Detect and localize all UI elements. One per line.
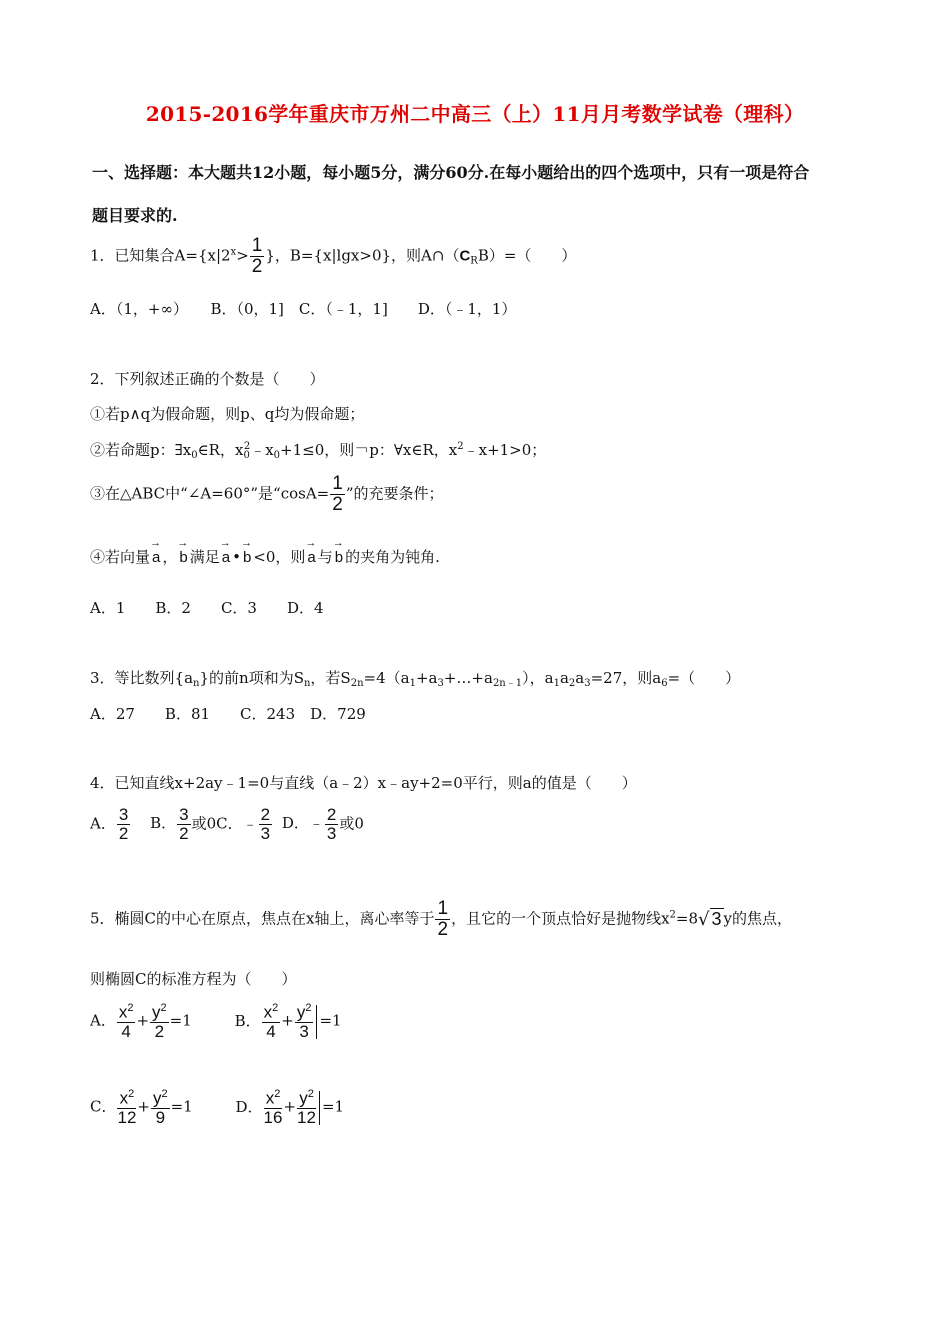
sqrt-radicand: 3	[711, 908, 722, 929]
q2s3-den: 2	[332, 493, 343, 515]
vector-a-letter: a	[221, 549, 231, 566]
question-4-options	[90, 806, 364, 843]
question-1-options: A．（1，+∞） B．（0，1] C．（﹣1，1] D．（﹣1，1）	[90, 300, 517, 318]
q4-frac-a-num: 3	[118, 805, 129, 824]
q5-d-frac2	[297, 1089, 316, 1126]
divider	[316, 1005, 317, 1039]
q1-complement-sub: R	[470, 255, 478, 267]
q4-frac-c-num: 2	[260, 805, 271, 824]
q3-h: a	[559, 669, 569, 687]
q4-frac-b-den: 2	[179, 823, 189, 843]
q3-sub-n: n	[193, 678, 200, 689]
q5-plus: +	[137, 1097, 150, 1116]
q5-d: y的焦点，	[723, 909, 793, 928]
q2s4-f: 与	[317, 548, 333, 566]
q2s2-a: ②若命题p：∃x	[90, 441, 192, 459]
q5-d-frac1-num	[264, 1089, 283, 1109]
q5-b: ，且它的一个顶点恰好是抛物线x	[451, 909, 670, 928]
q5-a-frac2	[150, 1003, 169, 1040]
q5-a-frac1	[117, 1003, 136, 1040]
sqrt-symbol: √ 3	[698, 908, 722, 930]
q5-e-num: 1	[437, 898, 449, 919]
q4-frac-d	[325, 806, 338, 843]
q2s2-sub1: 0	[191, 450, 198, 461]
q4-frac-b	[177, 806, 190, 843]
q3-a: 3．等比数列{a	[90, 669, 194, 687]
question-2-statement-2	[90, 439, 546, 461]
q5-d-den2: 12	[297, 1107, 316, 1127]
q5-eq: =1	[169, 1011, 192, 1030]
q2s2-b: ∈R，x	[197, 441, 244, 459]
q5-pow: 2	[127, 1002, 134, 1014]
q3-j: =27，则a	[590, 669, 662, 687]
q5-pow: 2	[307, 1088, 314, 1100]
q2s2-sub3: 0	[273, 450, 281, 461]
q5-e-den: 2	[437, 918, 449, 940]
q5-pow: 2	[161, 1088, 168, 1100]
q3-sub-2n: 2n	[350, 678, 364, 689]
q5-b-den2: 3	[299, 1021, 309, 1041]
q5-pow: 2	[305, 1002, 312, 1014]
vector-a: → a	[219, 537, 231, 566]
question-5-options-ab	[90, 1003, 342, 1040]
q4-frac-a	[117, 806, 130, 843]
q5-opt-b-label: B．	[234, 1011, 261, 1030]
q5-sup: 2	[669, 909, 676, 921]
vector-b-letter: b	[242, 549, 252, 566]
q5-eccentricity-fraction	[435, 899, 450, 940]
q5-opt-d-label: D．	[235, 1097, 263, 1116]
q2s3-b: ”的充要条件；	[345, 484, 444, 503]
q2s3-num: 1	[332, 473, 343, 494]
vector-b: → b	[332, 537, 344, 566]
q2s2-sub2: 0	[243, 450, 250, 461]
q2s4-dot: •	[232, 548, 241, 566]
q4-frac-d-den: 3	[326, 823, 337, 843]
q5-b-frac1-num	[262, 1003, 281, 1023]
q5-pow: 2	[272, 1002, 279, 1014]
question-2-statement-1: ①若p∧q为假命题，则p、q均为假命题；	[90, 405, 365, 423]
q1-complement-symbol: C	[459, 247, 471, 265]
q5-c-den2: 9	[155, 1107, 166, 1127]
q5-d-frac1	[264, 1089, 283, 1126]
question-5-line2: 则椭圆C的标准方程为（ ）	[90, 970, 297, 988]
page-title: 2015-2016学年重庆市万州二中高三（上）11月月考数学试卷（理科）	[145, 102, 805, 126]
q3-sub-3: 3	[437, 678, 444, 689]
section-heading-line2: 题目要求的.	[92, 206, 178, 225]
q5-a-frac2-num	[150, 1003, 169, 1023]
vector-b: → b	[177, 537, 189, 566]
q5-eq: =1	[321, 1097, 345, 1116]
q3-f: +…+a	[443, 669, 493, 687]
vector-b-letter: b	[179, 549, 188, 566]
q3-c: ，若S	[310, 669, 351, 687]
q5-x: x	[265, 1088, 275, 1108]
q3-sub-1: 1	[409, 678, 416, 689]
question-3-options: A．27 B．81 C．243 D．729	[90, 705, 366, 723]
q5-pow: 2	[274, 1088, 281, 1100]
vector-a-letter: a	[307, 549, 316, 566]
q1-text-d: B）=（ ）	[477, 246, 577, 265]
q3-k: =（ ）	[667, 669, 741, 687]
q2s4-b: ，	[162, 548, 178, 566]
q2s2-sup2: 2	[243, 441, 251, 452]
q4-opt-d-end: 或0	[339, 814, 364, 833]
question-2-statement-4	[90, 537, 440, 567]
q2s4-a: ④若向量	[90, 548, 151, 566]
q5-a: 5．椭圆C的中心在原点，焦点在x轴上，离心率等于	[90, 909, 435, 928]
q1-text-c: }，B={x|lgx>0}，则A∩（	[265, 246, 460, 265]
q5-plus: +	[283, 1097, 297, 1116]
q2s4-e: <0，则	[253, 548, 306, 566]
vector-a: → a	[150, 537, 162, 566]
q1-fraction	[250, 236, 265, 277]
q5-a-den1: 4	[121, 1021, 131, 1041]
q1-frac-den: 2	[251, 255, 263, 277]
q5-b-frac1	[262, 1003, 281, 1040]
q4-opt-b-label: B．	[150, 814, 177, 833]
q5-b-den1: 4	[266, 1021, 276, 1041]
q2s2-e: ﹣x+1>0；	[463, 441, 547, 459]
q2s2-sup3: 2	[457, 441, 464, 452]
q2s3-a: ③在△ABC中“∠A=60°”是“cosA=	[90, 484, 330, 503]
q2s3-fraction	[330, 474, 345, 515]
q5-b-frac2-num	[295, 1003, 314, 1023]
q3-e: +a	[415, 669, 438, 687]
q4-opt-c-label: 或0C．﹣	[191, 814, 258, 833]
q3-d: =4（a	[363, 669, 410, 687]
section-heading-line1: 一、选择题：本大题共12小题，每小题5分，满分60分.在每小题给出的四个选项中，只有一项是符合	[92, 163, 810, 182]
vector-b: → b	[240, 537, 252, 566]
q1-frac-num: 1	[251, 235, 263, 256]
q4-frac-d-num: 2	[326, 805, 337, 824]
q3-sub-2: 2	[568, 678, 576, 689]
question-2-statement-3	[90, 474, 444, 515]
q5-c-frac1-num	[117, 1089, 136, 1109]
q5-pow: 2	[160, 1002, 167, 1014]
q3-sub-3: 3	[584, 678, 591, 689]
q5-x: x	[263, 1002, 273, 1022]
q5-eq: =1	[170, 1097, 193, 1116]
q5-opt-a-label: A．	[90, 1011, 116, 1030]
q2s4-c: 满足	[189, 548, 220, 566]
q5-y: y	[299, 1088, 308, 1108]
q5-eq: =1	[319, 1011, 342, 1030]
q1-text-a: 1．已知集合A={x|2	[90, 246, 231, 265]
q5-a-frac1-num	[117, 1003, 136, 1023]
q5-y: y	[152, 1088, 162, 1108]
q3-sub-n: n	[303, 678, 311, 689]
question-2-options: A．1 B．2 C．3 D．4	[90, 599, 324, 617]
q3-sub-1: 1	[553, 678, 560, 689]
q5-y: y	[152, 1002, 161, 1022]
q5-c-den1: 12	[117, 1107, 137, 1127]
q5-plus: +	[281, 1011, 294, 1030]
q2s2-c: ﹣x	[250, 441, 274, 459]
q4-frac-c	[259, 806, 272, 843]
question-5-options-cd	[90, 1089, 344, 1126]
q5-x: x	[119, 1088, 129, 1108]
question-2-stem: 2．下列叙述正确的个数是（ ）	[90, 370, 325, 388]
q5-a-den2: 2	[154, 1021, 165, 1041]
vector-b-letter: b	[334, 549, 344, 566]
q1-sup: x	[230, 246, 237, 258]
q4-opt-a-label: A．	[90, 814, 116, 833]
q3-g: ），a	[522, 669, 554, 687]
q5-pow: 2	[128, 1088, 135, 1100]
q5-d-den1: 16	[263, 1107, 283, 1127]
q5-c-frac2	[151, 1089, 170, 1126]
q4-frac-a-den: 2	[118, 823, 129, 843]
q5-c: =8	[675, 909, 699, 928]
q5-d-frac2-num	[297, 1089, 316, 1109]
q4-frac-b-num: 3	[179, 805, 189, 824]
question-1-stem	[90, 236, 576, 277]
q3-sub-2n-1: 2n﹣1	[492, 678, 523, 689]
question-4-stem: 4．已知直线x+2ay﹣1=0与直线（a﹣2）x﹣ay+2=0平行，则a的值是（ ）	[90, 774, 637, 792]
q5-y: y	[296, 1002, 306, 1022]
divider	[319, 1091, 320, 1125]
q5-x: x	[118, 1002, 128, 1022]
q1-text-b: >	[236, 246, 249, 265]
q2s2-d: +1≤0，则￢p：∀x∈R，x	[280, 441, 458, 459]
q5-c-frac2-num	[151, 1089, 170, 1109]
q5-c-frac1	[117, 1089, 136, 1126]
q5-plus: +	[136, 1011, 150, 1030]
q3-b: }的前n项和为S	[199, 669, 304, 687]
q5-opt-c-label: C．	[90, 1097, 117, 1116]
question-3-stem	[90, 667, 740, 689]
q4-frac-c-den: 3	[260, 823, 271, 843]
vector-a-letter: a	[152, 549, 161, 566]
q2s4-g: 的夹角为钝角.	[345, 548, 440, 566]
vector-a: → a	[305, 537, 317, 566]
question-5-stem	[90, 899, 792, 940]
q3-sub-6: 6	[661, 678, 668, 689]
q5-b-frac2	[295, 1003, 314, 1040]
q3-i: a	[575, 669, 585, 687]
q4-opt-d-label: D．﹣	[281, 814, 324, 833]
